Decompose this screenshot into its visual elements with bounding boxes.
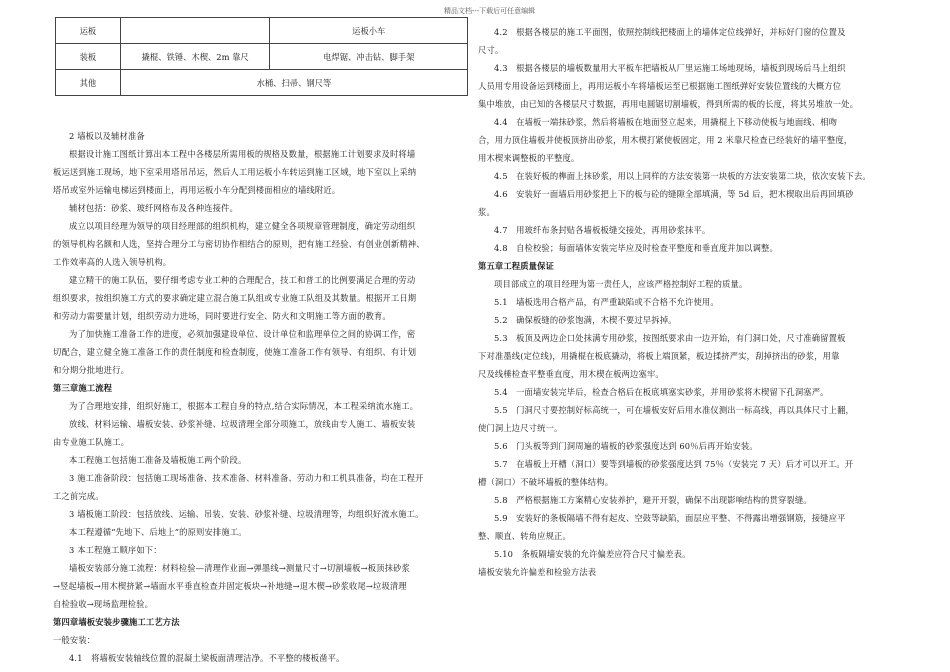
- paragraph-line: 墙板安装允许偏差和检验方法表: [478, 567, 597, 577]
- paragraph-line: 人员用专用设备运到楼面上，再用运板小车将墙板运至已根据施工图纸弹好安装位置线的大概方位: [478, 81, 842, 91]
- table-cell-merged: 水桶、扫帚、钢尺等: [120, 70, 467, 96]
- tools-table: [55, 17, 468, 96]
- paragraph-line: 自检验收→现场监理检验。: [53, 599, 154, 609]
- paragraph-line: 本工程施工包括施工准备及墙板施工两个阶段。: [69, 455, 247, 465]
- table-cell-label: 其他: [56, 70, 121, 96]
- paragraph-line: 3 墙板施工阶段：包括放线、运输、吊装、安装、砂浆补缝、垃圾清理等，均组织好流水施工。: [69, 509, 424, 519]
- table-row: [56, 44, 468, 70]
- paragraph-line: 使门洞上边尺寸统一。: [478, 423, 563, 433]
- paragraph-line: 4.5 在装好板的榫面上抹砂浆，用以上同样的方法安装第一块板的方法安装第二块，依次安装下去。: [494, 171, 871, 181]
- paragraph-line: 5.1 墙板选用合格产品，有严重缺陷或不合格不允许使用。: [494, 297, 719, 307]
- paragraph-line: 和分期分批地进行。: [53, 365, 130, 375]
- paragraph-line: 4.3 根据各楼层的墙板数量用大平板车把墙板从厂里运施工场地现场，墙板到现场后马上组织: [494, 63, 846, 73]
- paragraph-line: 4.7 用玻纤布条封贴各墙板板缝交接处，再用砂浆抹平。: [494, 225, 711, 235]
- paragraph-line: 4.1 将墙板安装轴线位置的混凝土梁板面清理洁净。不平整的楼板凿平。: [69, 653, 345, 663]
- chapter-heading: 第四章墙板安装步骤施工工艺方法: [53, 617, 180, 627]
- paragraph-line: 切配合，建立健全施工准备工作的责任制度和检查制度，使施工准备工作有领导、有组织、有计划: [53, 347, 417, 357]
- paragraph-line: 5.9 安装好的条板隔墙不得有起皮、空鼓等缺陷，面层应平整、不得露出增强钢筋，接缝应平: [494, 513, 846, 523]
- paragraph-line: 3 本工程施工顺序如下：: [69, 545, 162, 555]
- paragraph-line: 合，用力顶住墙板并使板顶挤出砂浆，用木楔打紧使板固定，用 2 米靠尺检查已经装好的墙平整度，: [478, 135, 853, 145]
- paragraph-line: 组织要求，按组织施工方式的要求确定建立混合施工队组或专业施工队组及其数量。根据开工日期: [53, 293, 417, 303]
- paragraph-line: 放线、材料运输、墙板安装、砂浆补缝、垃圾清理全部分项施工，放线由专人施工、墙板安装: [69, 419, 416, 429]
- paragraph-line: →竖起墙板→用木楔挤紧→墙面水平垂直检查并固定板块→补地缝→退木楔→砂浆收尾→垃圾清理: [53, 581, 407, 591]
- table-cell: [120, 18, 270, 44]
- subheading: 2 墙板以及辅材准备: [69, 131, 145, 141]
- paragraph-line: 本工程遵循“先地下、后地上”的原则安排施工。: [69, 527, 247, 537]
- table-cell: 撬棍、铁锤、木楔、2m 靠尺: [120, 44, 270, 70]
- paragraph-line: 为了加快施工准备工作的进度，必须加强建设单位、设计单位和监理单位之间的协调工作，密: [69, 329, 416, 339]
- paragraph-line: 工作效率高的人选入领导机构。: [53, 257, 172, 267]
- paragraph-line: 浆。: [478, 207, 495, 217]
- paragraph-line: 整、顺直、转角应规正。: [478, 531, 571, 541]
- paragraph-line: 5.7 在墙板上开槽（洞口）要等到墙板的砂浆强度达到 75％（安装完 7 天）后才可以开工。开: [494, 459, 854, 469]
- paragraph-line: 用木楔来调整板的平整度。: [478, 153, 580, 163]
- paragraph-line: 槽（洞口）不破坏墙板的整体结构。: [478, 477, 614, 487]
- paragraph-line: 墙板安装部分施工流程：材料检验—清理作业面→弹墨线→测量尺寸→切割墙板→板顶抹砂浆: [69, 563, 410, 573]
- table-cell: 电焊锯、冲击钻、脚手架: [270, 44, 468, 70]
- paragraph-line: 4.8 自检校验；每面墙体安装完毕应及时检查平整度和垂直度并加以调整。: [494, 243, 778, 253]
- paragraph-line: 尺寸。: [478, 45, 504, 55]
- paragraph-line: 5.2 确保板缝的砂浆饱满，木楔不要过早拆掉。: [494, 315, 677, 325]
- paragraph-line: 项目部成立的项目经理为第一责任人，应该严格控制好工程的质量。: [494, 279, 748, 289]
- paragraph-line: 5.4 一面墙安装完毕后，检查合格后在板底填塞实砂浆，并用砂浆将木楔留下孔洞塞严。: [494, 387, 829, 397]
- paragraph-line: 为了合理地安排，组织好施工，根据本工程自身的特点,结合实际情况，本工程采纳流水施工。: [69, 401, 419, 411]
- paragraph-line: 下对准墨线(定位线)，用撬棍在板底撬动，将板上端顶紧，板边揉挤严实，刮掉挤出的砂浆，用靠: [478, 351, 840, 361]
- paragraph-line: 一般安装：: [53, 635, 96, 645]
- paragraph-line: 尺及线棰检查平整垂直度，用木楔在板两边塞牢。: [478, 369, 664, 379]
- chapter-heading: 第三章施工流程: [53, 383, 113, 393]
- paragraph-line: 的领导机构名额和人选，坚持合理分工与密切协作相结合的原则，把有施工经验、有创业创新精神、: [53, 239, 425, 249]
- paragraph-line: 5.6 门头板等到门洞周遍的墙板的砂浆强度达到 60％后再开始安装。: [494, 441, 758, 451]
- chapter-heading: 第五章工程质量保证: [478, 261, 555, 271]
- table-cell-label: 运板: [56, 18, 121, 44]
- paragraph-line: 辅材包括：砂浆、玻纤网格布及各种连接件。: [69, 203, 238, 213]
- paragraph-line: 板运送到施工现场，地下室采用塔吊吊运，然后人工用运板小车转运到施工区域，地下室以上采纳: [53, 167, 417, 177]
- table-cell: 运板小车: [270, 18, 468, 44]
- paragraph-line: 塔吊或室外运输电梯运到楼面上，再用运板小车分配到楼面相应的墙线附近。: [53, 185, 341, 195]
- paragraph-line: 4.4 在墙板一端抹砂浆，然后将墙板在地面竖立起来，用撬棍上下移动使板与地面线、相吻: [494, 117, 838, 127]
- paragraph-line: 4.6 安装好一面墙后用砂浆把上下的板与砼的缝隙全部填满，等 5d 后，把木楔取出后再回填砂: [494, 189, 854, 199]
- paragraph-line: 5.8 严格根据施工方案精心安装养护，避开开裂，确保不出现影响结构的贯穿裂缝。: [494, 495, 812, 505]
- table-cell-label: 装板: [56, 44, 121, 70]
- paragraph-line: 建立精干的施工队伍，要仔细考虑专业工种的合理配合，技工和普工的比例要满足合理的劳动: [69, 275, 416, 285]
- paragraph-line: 5.3 板顶及两边企口处抹满专用砂浆，按图纸要求由一边开始，有门洞口处，尺寸准确留置板: [494, 333, 846, 343]
- paragraph-line: 根据设计施工图纸计算出本工程中各楼层所需用板的规格及数量，根据施工计划要求及时将墙: [69, 149, 416, 159]
- paragraph-line: 成立以项目经理为领导的项目经理部的组织机构，建立健全各项规章管理制度，确定劳动组织: [69, 221, 416, 231]
- paragraph-line: 工之前完成。: [53, 491, 104, 501]
- table-row: [56, 70, 468, 96]
- paragraph-line: 集中堆放，由已知的各楼层尺寸数据，再用电圆锯切割墙板，得到所需的板的长度，将其另堆放一处。: [478, 99, 859, 109]
- header-note: 精品文档---下载后可任意编辑: [444, 7, 536, 15]
- paragraph-line: 和劳动力需要量计划，组织劳动力进场，同时要进行安全、防火和文明施工等方面的教育。: [53, 311, 391, 321]
- table-row: [56, 18, 468, 44]
- paragraph-line: 4.2 根据各楼层的施工平面图，依照控制线把楼面上的墙体定位线弹好，并标好门窗的位置及: [494, 27, 846, 37]
- paragraph-line: 3 施工准备阶段：包括施工现场准备、技术准备、材料准备、劳动力和工机具准备，均在工程开: [69, 473, 424, 483]
- paragraph-line: 5.5 门洞尺寸要控制好标高统一，可在墙板安好后用水准仪测出一标高线，再以具体尺寸上翻，: [494, 405, 854, 415]
- paragraph-line: 5.10 条板隔墙安装的允许偏差应符合尺寸偏差表。: [494, 549, 691, 559]
- paragraph-line: 由专业施工队施工。: [53, 437, 130, 447]
